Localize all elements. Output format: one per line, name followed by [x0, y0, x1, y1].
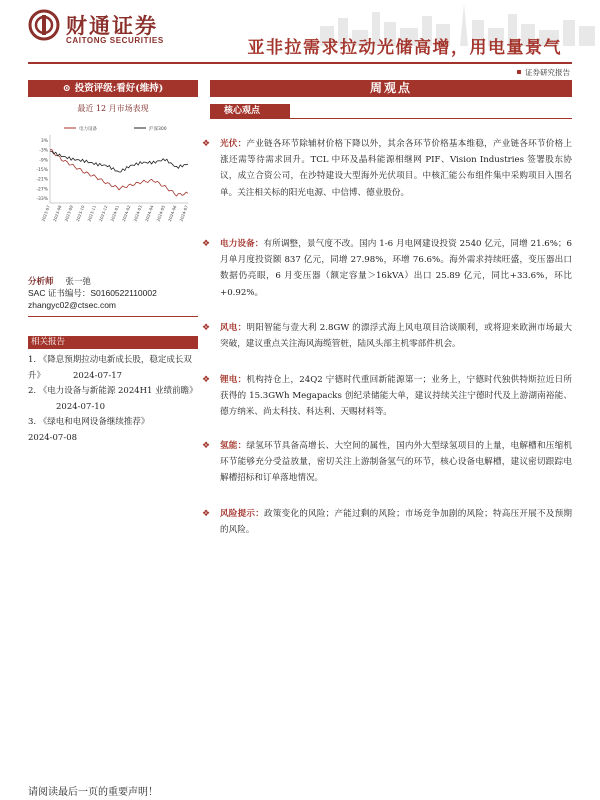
para-hydrogen — [202, 438, 572, 487]
x-tick-label: 2023-09 — [63, 204, 74, 223]
rating-label: 投资评级:看好(维持) — [74, 83, 164, 94]
x-tick-label: 2023-12 — [98, 204, 109, 223]
para-text: 有所调整，景气度不改。国内 1-6 月电网建设投资 2540 亿元，同增 21.6%；6 月单月度投资额 837 亿元，同增 27.98%，环增 76.6%。海外需求持续旺盛，变压器出口数据仍亮眼，6 月变压器（额定容量＞16kVA）出口 25.89 亿元，同比+33.6%，环比+0.92%。 — [220, 239, 572, 298]
para-key: 氢能： — [220, 441, 247, 451]
para-lithium — [202, 372, 572, 421]
x-tick-label: 2023-11 — [86, 204, 97, 223]
footer-disclaimer: 请阅读最后一页的重要声明！ — [28, 787, 158, 798]
diamond-bullet-icon: ❖ — [202, 323, 211, 333]
report-type — [517, 67, 570, 78]
sidebar — [28, 80, 198, 233]
legend-label: 电力设备 — [79, 127, 97, 132]
x-tick-label: 2023-10 — [75, 204, 86, 223]
para-text: 机构持仓上，24Q2 宁德时代重回新能源第一；业务上，宁德时代独供特斯拉近日所获得的 15.3GWh Megapacks 创纪录储能大单，建议持续关注宁德时代及上游湖南裕能、德方纳米、尚太科技、科达利、天赐材料等。 — [220, 375, 572, 418]
market-performance-chart — [28, 123, 198, 233]
related-report-date: 2024-07-08 — [28, 432, 78, 443]
analyst-label: 分析师 — [28, 277, 54, 287]
analyst-email[interactable]: zhangyc02@ctsec.com — [28, 300, 117, 310]
para-wind — [202, 320, 572, 352]
x-tick-label: 2023-08 — [52, 204, 63, 223]
pin-icon: ⊙ — [62, 83, 71, 94]
related-report-item[interactable] — [28, 415, 198, 446]
x-tick-label: 2024-02 — [121, 204, 132, 223]
para-key: 光伏： — [220, 139, 247, 149]
y-tick-label: -21% — [36, 177, 48, 183]
diamond-bullet-icon: ❖ — [202, 375, 211, 385]
related-report-item[interactable] — [28, 353, 198, 384]
y-tick-label: -9% — [39, 158, 48, 164]
related-report-title: 2. 《电力设备与新能源 2024H1 业绩前瞻》 — [28, 386, 198, 396]
series-line-0 — [50, 150, 188, 196]
related-reports-list — [28, 353, 198, 446]
para-key: 锂电： — [220, 375, 247, 385]
investment-rating — [28, 80, 198, 97]
related-report-title: 3. 《绿电和电网设备继续推荐》 — [28, 417, 150, 427]
related-report-title: 1. 《降息预期拉动电新成长股，稳定成长双升》 — [28, 355, 192, 381]
analyst-name: 张一弛 — [65, 276, 91, 286]
para-risk — [202, 506, 572, 538]
diamond-bullet-icon: ❖ — [202, 441, 211, 451]
logo-cn-text: 财通证券 — [66, 14, 158, 38]
x-tick-label: 2024-05 — [155, 204, 166, 223]
para-text: 产业链各环节除辅材价格下降以外，其余各环节价格基本维稳，产业链各环节价格上涨还需等待需求回升。TCL 中环及晶科能源相继网 PIF、Vision Industries 签署股东协议，成立合资公司，在沙特建设大型海外光伏项目。中核汇能公布组件集中采购项目入围名单。关注相关标的阳光电源、中信博、德业股份。 — [220, 139, 572, 198]
related-report-date: 2024-07-10 — [56, 401, 106, 412]
report-title: 亚非拉需求拉动光储高增，用电量景气 — [247, 38, 562, 58]
y-tick-label: -15% — [36, 168, 48, 173]
x-tick-label: 2024-06 — [167, 204, 178, 223]
para-pv — [202, 136, 572, 201]
company-logo — [28, 9, 178, 43]
section-title: 周观点 — [210, 80, 572, 97]
analyst-info — [28, 275, 198, 311]
para-text: 明阳智能与壹大利 2.8GW 的漂浮式海上风电项目洽谈顺利，或将迎来欧洲市场最大突破，建议重点关注海风海缆管桩，陆风头部主机零部件机会。 — [220, 323, 572, 350]
related-report-date: 2024-07-17 — [73, 370, 123, 381]
core-view-tab: 核心观点 — [210, 104, 290, 119]
analyst-divider — [28, 316, 198, 317]
related-reports-header: 相关报告 — [28, 336, 198, 349]
y-tick-label: -33% — [36, 197, 48, 203]
y-tick-label: 3% — [40, 138, 48, 144]
para-text: 绿氢环节具备高增长、大空间的属性，国内外大型绿氢项目的上量，电解槽和压缩机环节能够充分受益放量，密切关注上游制备氢气的环节，核心设备电解槽，建议密切跟踪电解槽招标和订单落地情况。 — [220, 441, 572, 484]
x-tick-label: 2024-07 — [178, 204, 189, 223]
related-report-item[interactable] — [28, 384, 198, 415]
main-content — [202, 80, 572, 536]
page-header — [0, 0, 600, 82]
para-key: 电力设备： — [220, 239, 264, 249]
caitong-logo-icon — [28, 9, 60, 41]
x-tick-label: 2024-04 — [144, 204, 155, 223]
y-tick-label: -3% — [39, 148, 48, 154]
y-tick-label: -27% — [36, 187, 48, 193]
diamond-bullet-icon: ❖ — [202, 139, 211, 149]
core-view-divider — [210, 118, 572, 119]
series-line-1 — [50, 151, 188, 172]
diamond-bullet-icon: ❖ — [202, 239, 211, 249]
x-tick-label: 2024-03 — [132, 204, 143, 223]
para-key: 风电： — [220, 323, 247, 333]
diamond-bullet-icon: ❖ — [202, 509, 211, 519]
para-key: 风险提示： — [220, 509, 265, 519]
x-tick-label: 2023-07 — [40, 204, 51, 223]
para-power-equipment — [202, 236, 572, 301]
square-bullet-icon — [517, 70, 521, 74]
sac-number: SAC 证书编号：S0160522110002 — [28, 288, 157, 298]
chart-svg — [28, 123, 198, 233]
legend-label: 沪深300 — [149, 127, 167, 132]
header-divider — [28, 62, 572, 64]
para-text: 政策变化的风险；产能过剩的风险；市场竞争加剧的风险；特高压开展不及预期的风险。 — [220, 509, 572, 536]
report-type-label: 证券研究报告 — [525, 68, 570, 77]
x-tick-label: 2024-01 — [109, 204, 120, 223]
logo-en-text: CAITONG SECURITIES — [66, 36, 164, 45]
chart-caption: 最近 12 月市场表现 — [77, 104, 149, 113]
